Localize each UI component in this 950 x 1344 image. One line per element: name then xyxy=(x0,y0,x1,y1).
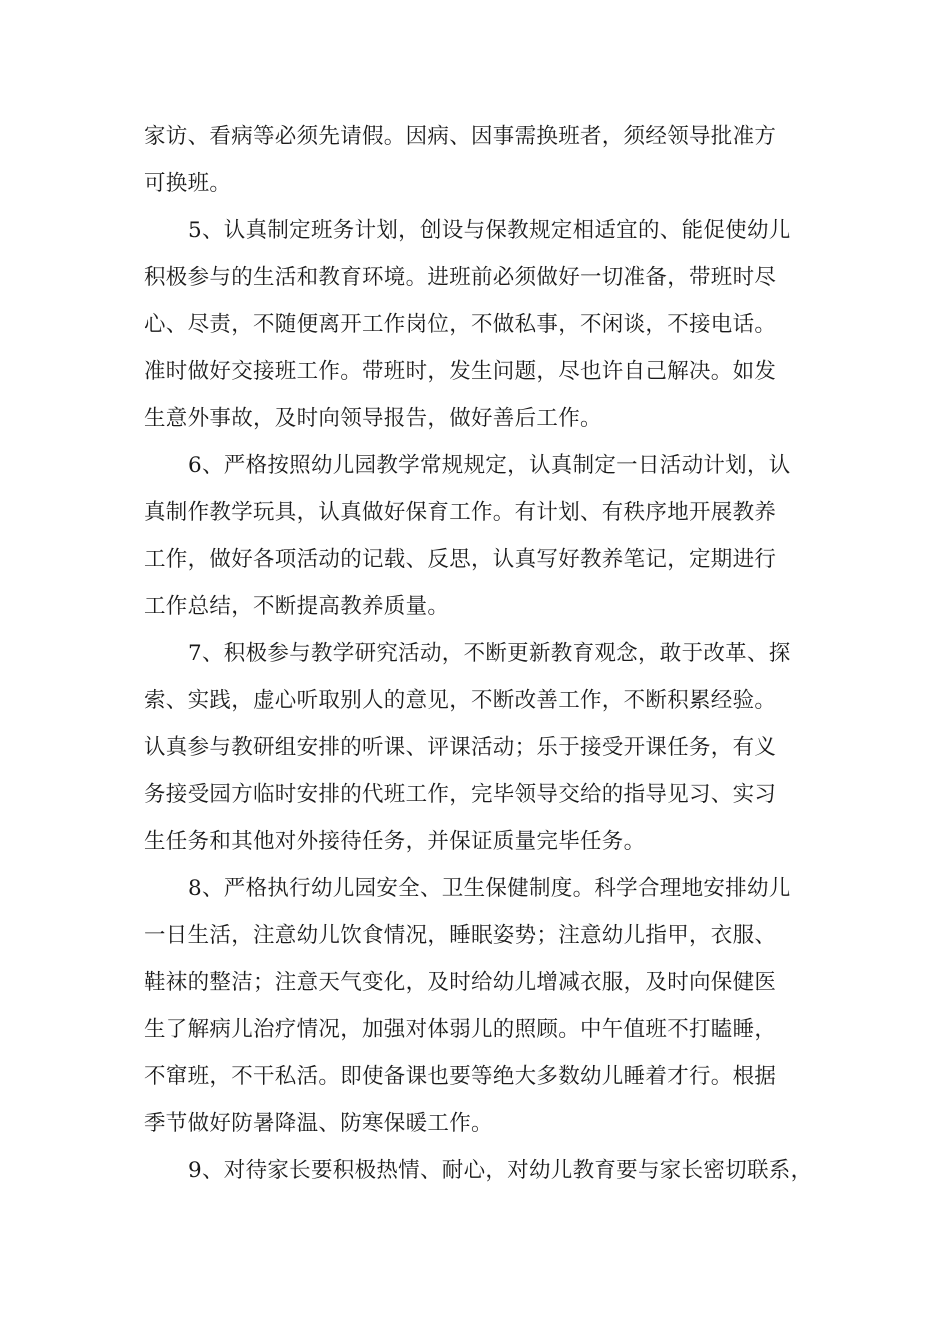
text-line: 季节做好防暑降温、防寒保暖工作。 xyxy=(144,1111,493,1136)
text-line: 鞋袜的整洁；注意天气变化，及时给幼儿增减衣服，及时向保健医 xyxy=(144,970,777,995)
text-line: 生任务和其他对外接待任务，并保证质量完毕任务。 xyxy=(144,829,646,854)
text-line: 7、积极参与教学研究活动，不断更新教育观念，敢于改革、探 xyxy=(188,641,791,666)
body-text xyxy=(144,113,844,1194)
text-line: 可换班。 xyxy=(144,171,232,196)
text-line: 工作总结，不断提高教养质量。 xyxy=(144,594,450,619)
text-line: 生意外事故，及时向领导报告，做好善后工作。 xyxy=(144,406,602,431)
text-line: 真制作教学玩具，认真做好保育工作。有计划、有秩序地开展教养 xyxy=(144,500,777,525)
text-line: 索、实践，虚心听取别人的意见，不断改善工作，不断积累经验。 xyxy=(144,688,777,713)
text-line: 准时做好交接班工作。带班时，发生问题，尽也许自己解决。如发 xyxy=(144,359,777,384)
text-line: 认真参与教研组安排的听课、评课活动；乐于接受开课任务，有义 xyxy=(144,735,777,760)
text-line: 8、严格执行幼儿园安全、卫生保健制度。科学合理地安排幼儿 xyxy=(188,876,791,901)
text-line: 不窜班，不干私活。即使备课也要等绝大多数幼儿睡着才行。根据 xyxy=(144,1064,777,1089)
text-line: 心、尽责，不随便离开工作岗位，不做私事，不闲谈，不接电话。 xyxy=(144,312,777,337)
text-line: 积极参与的生活和教育环境。进班前必须做好一切准备，带班时尽 xyxy=(144,265,777,290)
text-line: 家访、看病等必须先请假。因病、因事需换班者，须经领导批准方 xyxy=(144,124,777,149)
text-line: 6、严格按照幼儿园教学常规规定，认真制定一日活动计划，认 xyxy=(188,453,791,478)
text-line: 一日生活，注意幼儿饮食情况，睡眠姿势；注意幼儿指甲，衣服、 xyxy=(144,923,777,948)
text-line: 生了解病儿治疗情况，加强对体弱儿的照顾。中午值班不打瞌睡， xyxy=(144,1017,777,1042)
text-line: 工作，做好各项活动的记载、反思，认真写好教养笔记，定期进行 xyxy=(144,547,777,572)
text-line: 9、对待家长要积极热情、耐心，对幼儿教育要与家长密切联系， xyxy=(188,1158,813,1183)
text-line: 5、认真制定班务计划，创设与保教规定相适宜的、能促使幼儿 xyxy=(188,218,791,243)
text-line: 务接受园方临时安排的代班工作，完毕领导交给的指导见习、实习 xyxy=(144,782,777,807)
